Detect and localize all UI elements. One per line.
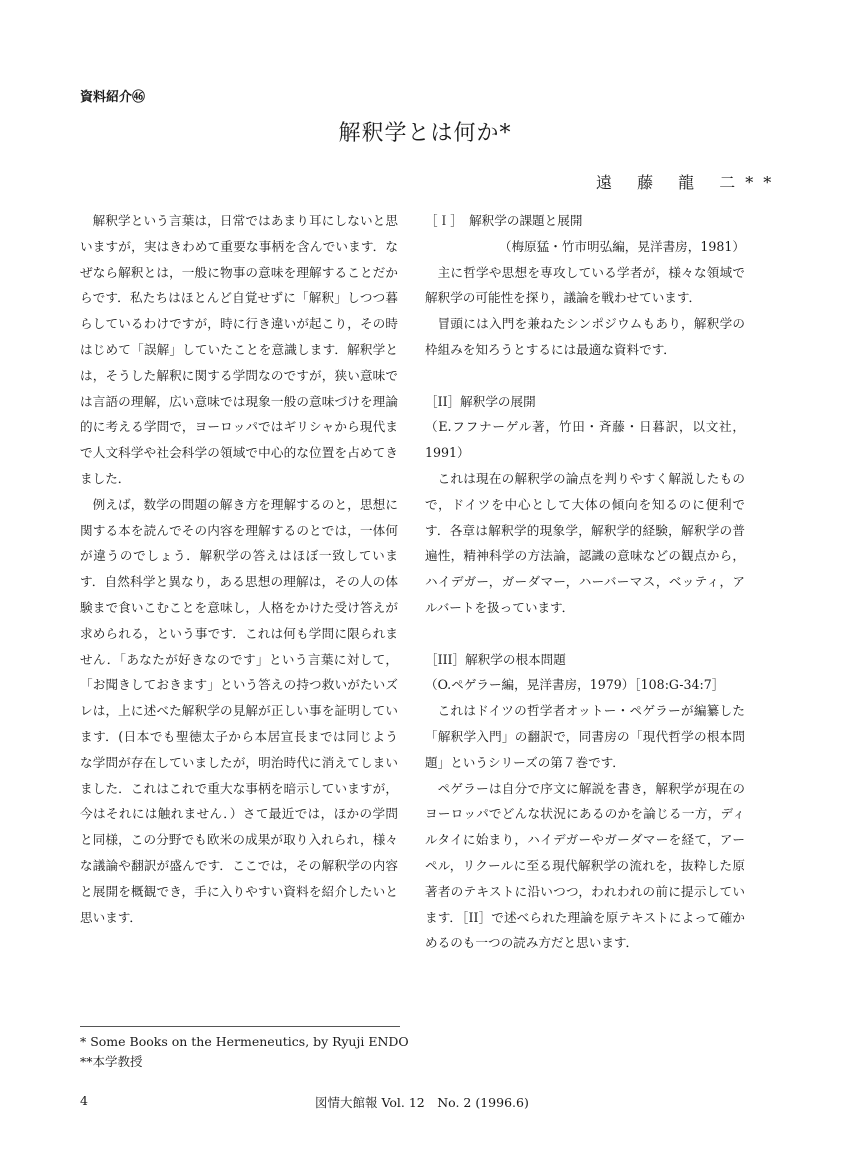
section-2-heading: ［II］解釈学の展開 (425, 393, 536, 409)
author-name: 遠 藤 龍 二** (596, 173, 782, 192)
intro-paragraph-2: 例えば，数学の問題の解き方を理解するのと，思想に関する本を読んでその内容を理解するのとでは，一体何が違うのでしょう．解釈学の答えはほぼ一致しています．自然科学と異なり，ある思想の理解は，その人の体験まで食いこむことを意味し，人格をかけた受け答えが求められる，という事です．これは何も学問に限られません．「あなたが好きなのです」という言葉に対して，「お聞きしておきます」という答えの持つ救いがたいズレは，上に述べた解釈学の見解が正しい事を証明しています．(日本でも聖徳太子から本居宣長までは同じような学問が存在していましたが，明治時代に消えてしまいました．これはこれで重大な事柄を暗示していますが，今はそれには触れません．）さて最近では，ほかの学問と同様，この分野でも欧米の成果が取り入れられ，様々な議論や翻訳が盛んです．ここでは，その解釈学の内容と展開を概観でき，手に入りやすい資料を紹介したいと思います． (80, 496, 398, 925)
footnotes (80, 1032, 409, 1072)
section-1-heading: ［Ｉ］ 解釈学の課題と展開 (425, 213, 583, 228)
section-3-citation: （O.ペゲラー編，晃洋書房，1979）［108:G-34:7］ (425, 677, 725, 693)
article-title: 解釈学とは何か* (338, 121, 512, 146)
journal-info: 図情大館報 Vol. 12 No. 2 (1996.6) (315, 1095, 529, 1110)
section-3-paragraph: これはドイツの哲学者オットー・ペゲラーが編纂した「解釈学入門」の翻訳で，同書房の「現代哲学の根本問題」というシリーズの第７巻です． (425, 703, 745, 770)
left-column (80, 208, 398, 930)
section-3-paragraph: ペゲラーは自分で序文に解説を書き，解釈学が現在のヨーロッパでどんな状況にあるのかを論じる一方，ディルタイに始まり，ハイデガーやガーダマーを経て，アーペル，リクールに至る現代解釈学の流れを，抜粋した原著者のテキストに沿いつつ，われわれの前に提示しています．［II］で述べられた理論を原テキストによって確かめるのも一つの読み方だと思います． (425, 780, 745, 951)
section-1-citation: （梅原猛・竹市明弘編，晃洋書房，1981） (498, 238, 745, 254)
right-column (425, 208, 745, 956)
footnote-divider (80, 1026, 400, 1027)
intro-paragraph-1: 解釈学という言葉は，日常ではあまり耳にしないと思いますが，実はきわめて重要な事柄を含んでいます．なぜなら解釈とは，一般に物事の意味を理解することだからです．私たちはほとんど自覚せずに「解釈」しつつ暮らしているわけですが，時に行き違いが起こり，その時はじめて「誤解」していたことを意識します．解釈学とは，そうした解釈に関する学問なのですが，狭い意味では言語の理解，広い意味では現象一般の意味づけを理論的に考える学問で，ヨーロッパではギリシャから現代まで人文科学や社会科学の領域で中心的な位置を占めてきました． (80, 213, 398, 486)
series-label: 資料紹介㊻ (80, 90, 146, 105)
footnote-english-title: * Some Books on the Hermeneutics, by Ryuji ENDO (80, 1034, 409, 1049)
section-1-paragraph: 冒頭には入門を兼ねたシンポジウムもあり，解釈学の枠組みを知ろうとするには最適な資料です． (425, 316, 745, 357)
section-2-paragraph: これは現在の解釈学の論点を判りやすく解説したもので，ドイツを中心として大体の傾向を知るのに便利です．各章は解釈学的現象学，解釈学的経験，解釈学の普遍性，精神科学の方法論，認識の意味などの観点から，ハイデガー，ガーダマー，ハーバーマス，ベッティ，アルバートを扱っています． (425, 470, 745, 615)
section-2-citation: （E.フフナーゲル著，竹田・斉藤・日暮訳，以文社，1991） (425, 419, 745, 461)
page-number: 4 (80, 1093, 88, 1108)
section-3-heading: ［III］解釈学の根本問題 (425, 651, 566, 667)
footnote-affiliation: **本学教授 (80, 1054, 143, 1069)
section-1-paragraph: 主に哲学や思想を専攻している学者が，様々な領域で解釈学の可能性を探り，議論を戦わせています． (425, 264, 745, 306)
